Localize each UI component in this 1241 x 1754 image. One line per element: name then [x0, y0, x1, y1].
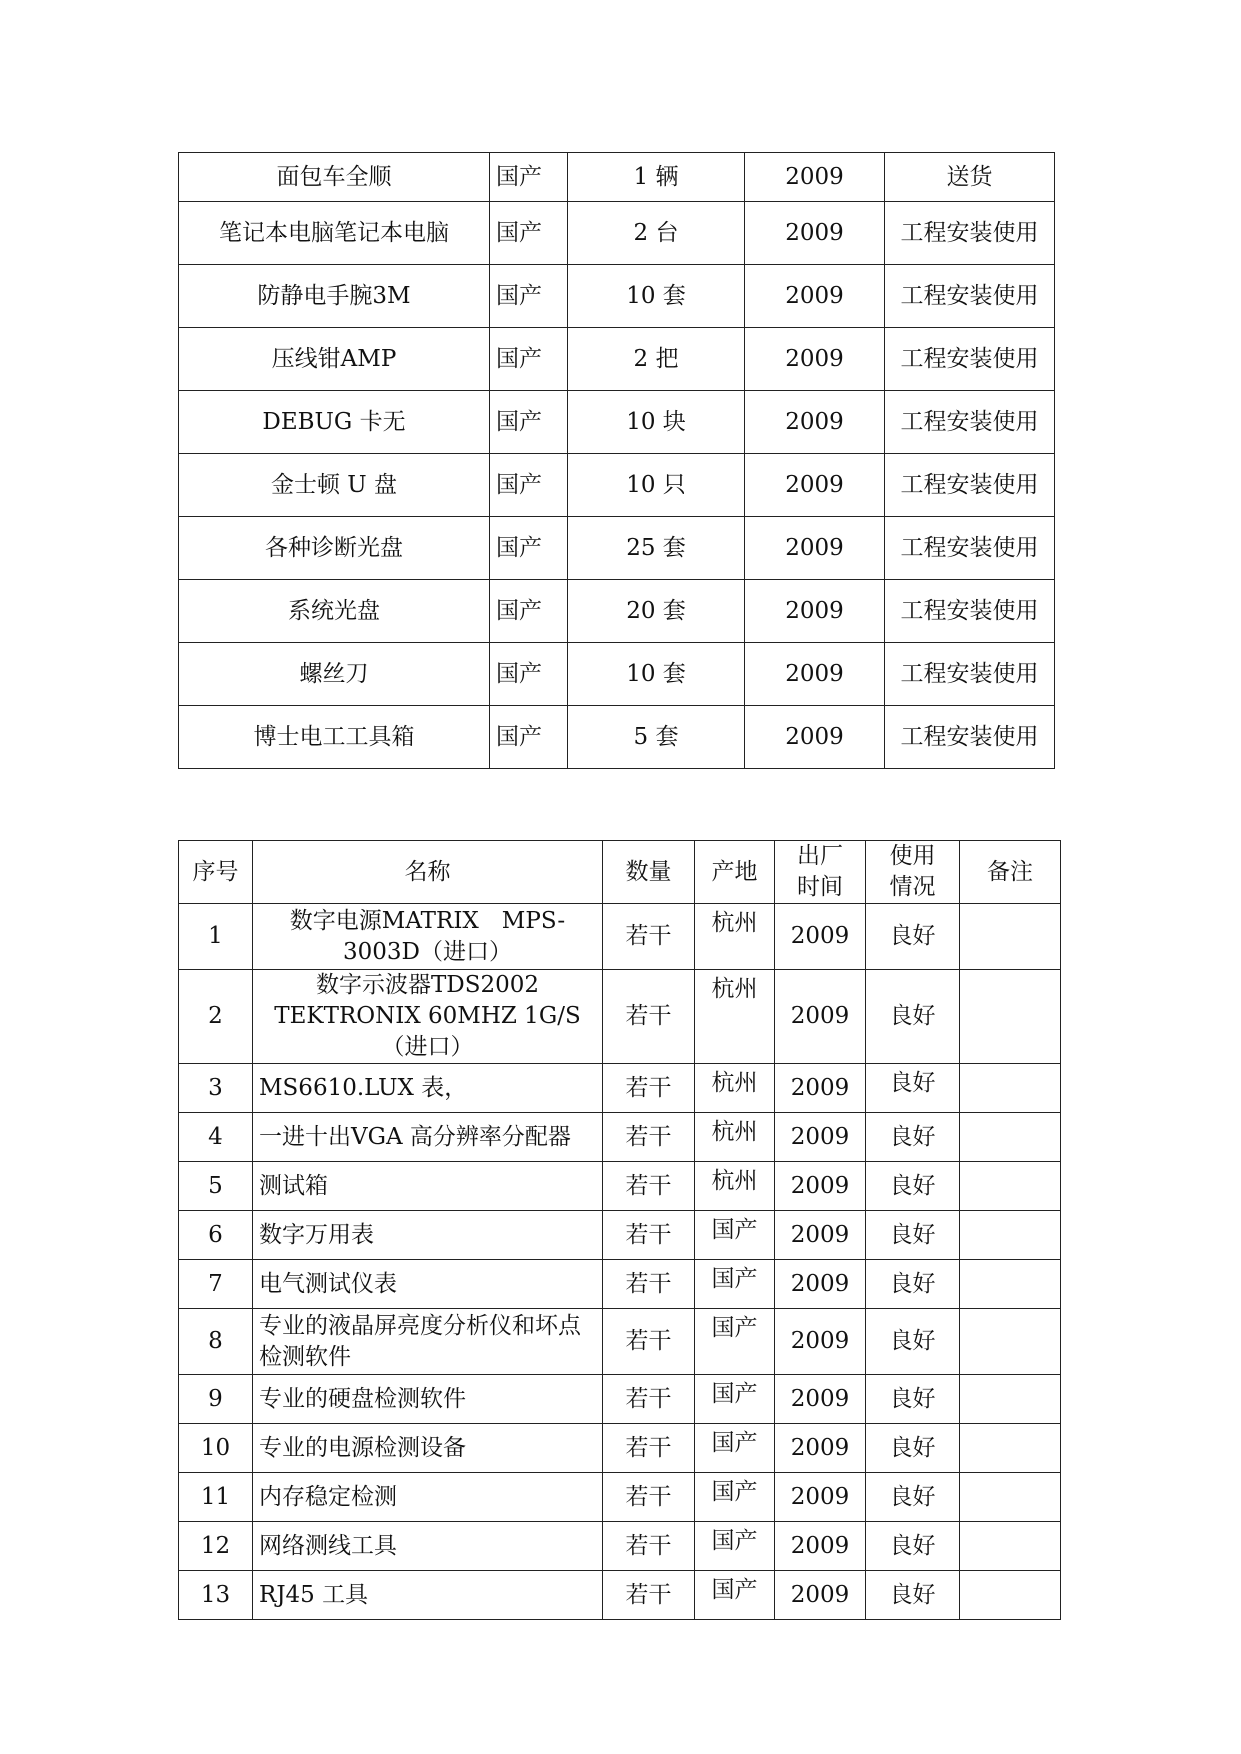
instrument-origin: 国产: [695, 1522, 775, 1571]
instrument-note: [960, 1211, 1061, 1260]
header-status: 使用情况: [866, 841, 960, 904]
instrument-name: 专业的电源检测设备: [253, 1424, 603, 1473]
row-number: 6: [179, 1211, 253, 1260]
instrument-note: [960, 1162, 1061, 1211]
instrument-name: 网络测线工具: [253, 1522, 603, 1571]
equipment-origin: 国产: [490, 580, 568, 643]
equipment-origin: 国产: [490, 153, 568, 202]
instrument-name: 一进十出VGA 高分辨率分配器: [253, 1113, 603, 1162]
table-row: [179, 517, 1055, 580]
instrument-year: 2009: [775, 1375, 866, 1424]
equipment-year: 2009: [745, 153, 885, 202]
instrument-qty: 若干: [603, 1211, 695, 1260]
table-row: [179, 454, 1055, 517]
instrument-origin: 杭州: [695, 1162, 775, 1211]
equipment-origin: 国产: [490, 706, 568, 769]
row-number: 3: [179, 1064, 253, 1113]
table-row: [179, 1309, 1061, 1375]
instrument-origin: 国产: [695, 1309, 775, 1375]
instrument-origin: 杭州: [695, 904, 775, 970]
instrument-origin: 国产: [695, 1571, 775, 1620]
instrument-year: 2009: [775, 1309, 866, 1375]
instrument-note: [960, 904, 1061, 970]
equipment-name: 面包车全顺: [179, 153, 490, 202]
table-row: [179, 391, 1055, 454]
header-name: 名称: [253, 841, 603, 904]
instrument-year: 2009: [775, 1424, 866, 1473]
instrument-status: 良好: [866, 1211, 960, 1260]
instrument-name: 数字电源MATRIX MPS-3003D（进口）: [253, 904, 603, 970]
equipment-qty: 10 块: [568, 391, 745, 454]
instrument-note: [960, 1571, 1061, 1620]
equipment-name: 博士电工工具箱: [179, 706, 490, 769]
equipment-use: 工程安装使用: [885, 391, 1055, 454]
table-row: [179, 328, 1055, 391]
instrument-origin: 国产: [695, 1375, 775, 1424]
instrument-status: 良好: [866, 1113, 960, 1162]
equipment-origin: 国产: [490, 391, 568, 454]
instrument-origin: 国产: [695, 1473, 775, 1522]
instrument-name: 电气测试仪表: [253, 1260, 603, 1309]
equipment-origin: 国产: [490, 517, 568, 580]
instrument-name: 内存稳定检测: [253, 1473, 603, 1522]
equipment-origin: 国产: [490, 202, 568, 265]
equipment-qty: 10 只: [568, 454, 745, 517]
instrument-year: 2009: [775, 1522, 866, 1571]
instrument-status: 良好: [866, 1309, 960, 1375]
instrument-year: 2009: [775, 904, 866, 970]
row-number: 7: [179, 1260, 253, 1309]
instrument-year: 2009: [775, 1571, 866, 1620]
equipment-use: 送货: [885, 153, 1055, 202]
header-origin: 产地: [695, 841, 775, 904]
instrument-status: 良好: [866, 1571, 960, 1620]
table-row: [179, 1571, 1061, 1620]
instrument-qty: 若干: [603, 1571, 695, 1620]
instrument-origin: 杭州: [695, 1113, 775, 1162]
instrument-qty: 若干: [603, 1309, 695, 1375]
instrument-name: 专业的液晶屏亮度分析仪和坏点检测软件: [253, 1309, 603, 1375]
table-row: [179, 904, 1061, 970]
instrument-status: 良好: [866, 1375, 960, 1424]
table-row: [179, 1424, 1061, 1473]
instrument-year: 2009: [775, 1064, 866, 1113]
equipment-use: 工程安装使用: [885, 580, 1055, 643]
instrument-origin: 杭州: [695, 970, 775, 1064]
instrument-origin: 国产: [695, 1424, 775, 1473]
header-qty: 数量: [603, 841, 695, 904]
equipment-year: 2009: [745, 328, 885, 391]
table-row: [179, 1064, 1061, 1113]
row-number: 2: [179, 970, 253, 1064]
equipment-origin: 国产: [490, 454, 568, 517]
row-number: 10: [179, 1424, 253, 1473]
equipment-year: 2009: [745, 265, 885, 328]
equipment-name: 压线钳AMP: [179, 328, 490, 391]
equipment-year: 2009: [745, 580, 885, 643]
instrument-status: 良好: [866, 1260, 960, 1309]
instrument-year: 2009: [775, 1162, 866, 1211]
equipment-qty: 5 套: [568, 706, 745, 769]
equipment-use: 工程安装使用: [885, 517, 1055, 580]
equipment-year: 2009: [745, 391, 885, 454]
instrument-table: [178, 840, 1061, 1620]
instrument-qty: 若干: [603, 1162, 695, 1211]
instrument-status: 良好: [866, 970, 960, 1064]
instrument-year: 2009: [775, 970, 866, 1064]
instrument-name: MS6610.LUX 表，: [253, 1064, 603, 1113]
equipment-year: 2009: [745, 517, 885, 580]
equipment-qty: 10 套: [568, 643, 745, 706]
row-number: 4: [179, 1113, 253, 1162]
table-row: [179, 1162, 1061, 1211]
table-row: [179, 1113, 1061, 1162]
table-row: [179, 202, 1055, 265]
equipment-qty: 2 台: [568, 202, 745, 265]
instrument-origin: 国产: [695, 1211, 775, 1260]
row-number: 11: [179, 1473, 253, 1522]
row-number: 8: [179, 1309, 253, 1375]
header-date: 出厂时间: [775, 841, 866, 904]
instrument-year: 2009: [775, 1260, 866, 1309]
equipment-qty: 1 辆: [568, 153, 745, 202]
equipment-use: 工程安装使用: [885, 265, 1055, 328]
instrument-status: 良好: [866, 1424, 960, 1473]
instrument-status: 良好: [866, 1162, 960, 1211]
instrument-name: 专业的硬盘检测软件: [253, 1375, 603, 1424]
table-row: [179, 970, 1061, 1064]
equipment-use: 工程安装使用: [885, 454, 1055, 517]
equipment-qty: 20 套: [568, 580, 745, 643]
table-row: [179, 706, 1055, 769]
instrument-year: 2009: [775, 1473, 866, 1522]
equipment-qty: 10 套: [568, 265, 745, 328]
instrument-origin: 国产: [695, 1260, 775, 1309]
instrument-qty: 若干: [603, 1473, 695, 1522]
table-row: [179, 153, 1055, 202]
equipment-table: [178, 152, 1055, 769]
instrument-name: RJ45 工具: [253, 1571, 603, 1620]
instrument-note: [960, 1522, 1061, 1571]
table-row: [179, 1375, 1061, 1424]
equipment-name: DEBUG 卡无: [179, 391, 490, 454]
instrument-note: [960, 1473, 1061, 1522]
row-number: 13: [179, 1571, 253, 1620]
equipment-use: 工程安装使用: [885, 706, 1055, 769]
equipment-year: 2009: [745, 643, 885, 706]
instrument-qty: 若干: [603, 1064, 695, 1113]
equipment-year: 2009: [745, 454, 885, 517]
instrument-qty: 若干: [603, 1113, 695, 1162]
equipment-use: 工程安装使用: [885, 328, 1055, 391]
table-row: [179, 1473, 1061, 1522]
equipment-name: 防静电手腕3M: [179, 265, 490, 328]
instrument-note: [960, 1375, 1061, 1424]
instrument-note: [960, 1424, 1061, 1473]
equipment-origin: 国产: [490, 328, 568, 391]
instrument-name: 测试箱: [253, 1162, 603, 1211]
instrument-origin: 杭州: [695, 1064, 775, 1113]
instrument-status: 良好: [866, 1064, 960, 1113]
row-number: 9: [179, 1375, 253, 1424]
instrument-qty: 若干: [603, 904, 695, 970]
instrument-name: 数字万用表: [253, 1211, 603, 1260]
instrument-note: [960, 970, 1061, 1064]
header-no: 序号: [179, 841, 253, 904]
equipment-origin: 国产: [490, 643, 568, 706]
table-row: [179, 1260, 1061, 1309]
equipment-origin: 国产: [490, 265, 568, 328]
instrument-year: 2009: [775, 1211, 866, 1260]
equipment-name: 系统光盘: [179, 580, 490, 643]
equipment-qty: 25 套: [568, 517, 745, 580]
instrument-status: 良好: [866, 904, 960, 970]
instrument-qty: 若干: [603, 1522, 695, 1571]
instrument-status: 良好: [866, 1522, 960, 1571]
table-header-row: [179, 841, 1061, 904]
row-number: 12: [179, 1522, 253, 1571]
equipment-name: 金士顿 U 盘: [179, 454, 490, 517]
instrument-qty: 若干: [603, 1260, 695, 1309]
table-row: [179, 580, 1055, 643]
equipment-name: 各种诊断光盘: [179, 517, 490, 580]
instrument-qty: 若干: [603, 970, 695, 1064]
equipment-qty: 2 把: [568, 328, 745, 391]
table-row: [179, 643, 1055, 706]
instrument-note: [960, 1064, 1061, 1113]
equipment-use: 工程安装使用: [885, 202, 1055, 265]
equipment-name: 螺丝刀: [179, 643, 490, 706]
instrument-status: 良好: [866, 1473, 960, 1522]
instrument-year: 2009: [775, 1113, 866, 1162]
equipment-year: 2009: [745, 706, 885, 769]
row-number: 5: [179, 1162, 253, 1211]
equipment-name: 笔记本电脑笔记本电脑: [179, 202, 490, 265]
header-note: 备注: [960, 841, 1061, 904]
equipment-year: 2009: [745, 202, 885, 265]
instrument-name: 数字示波器TDS2002 TEKTRONIX 60MHZ 1G/S（进口）: [253, 970, 603, 1064]
instrument-qty: 若干: [603, 1375, 695, 1424]
row-number: 1: [179, 904, 253, 970]
instrument-note: [960, 1260, 1061, 1309]
instrument-note: [960, 1113, 1061, 1162]
instrument-note: [960, 1309, 1061, 1375]
table-row: [179, 265, 1055, 328]
equipment-use: 工程安装使用: [885, 643, 1055, 706]
instrument-qty: 若干: [603, 1424, 695, 1473]
table-row: [179, 1522, 1061, 1571]
table-row: [179, 1211, 1061, 1260]
